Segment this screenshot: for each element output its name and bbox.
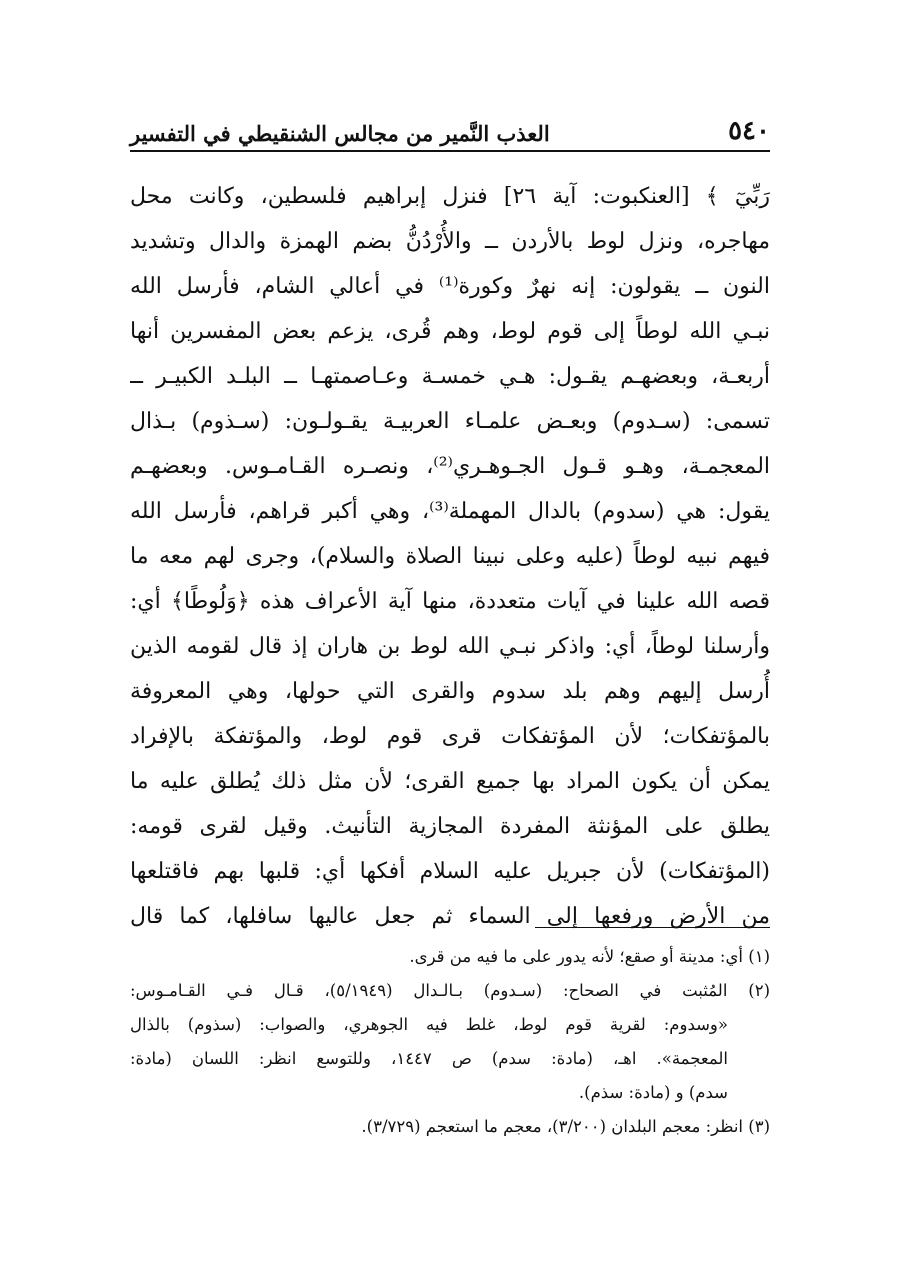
page-number: ٥٤٠	[728, 116, 770, 146]
running-title: العذب النَّمير من مجالس الشنقيطي في التفسير	[130, 121, 550, 146]
footnote-2-continuation: المعجمة». اهـ، (مادة: سدم) ص ١٤٤٧، وللتوسع انظر: اللسان (مادة:	[130, 1049, 728, 1068]
page-header	[130, 112, 770, 146]
text-line: بالمؤتفكات؛ لأن المؤتفكات قرى قوم لوط، والمؤتفكة بالإفراد	[130, 724, 770, 749]
footnote-2-continuation: «وسدوم: لقرية قوم لوط، غلط فيه الجوهري، والصواب: (سذوم) بالذال	[130, 1015, 728, 1034]
footnote-2: (٢) المُثبت في الصحاح: (سـدوم) بـالـدال (٥/١٩٤٩)، قـال فـي القـامـوس:	[130, 981, 770, 1000]
text-line: المعجمـة، وهـو قـول الجـوهـري⁽²⁾، ونصـره القـامـوس. وبعضهـم	[130, 454, 770, 479]
text-line: من الأرض ورفعها إلى السماء ثم جعل عاليها سافلها، كما قال	[130, 904, 770, 929]
header-divider	[130, 150, 770, 152]
text-line: (المؤتفكات) لأن جبريل عليه السلام أفكها أي: قلبها بهم فاقتلعها	[130, 859, 770, 884]
footnotes	[130, 940, 770, 1144]
text-line: مهاجره، ونزل لوط بالأردن ــ والأُرْدُنُّ بضم الهمزة والدال وتشديد	[130, 229, 770, 254]
text-line: رَبِّيٓ ﴾ [العنكبوت: آية ٢٦] فنزل إبراهيم فلسطين، وكانت محل	[130, 184, 770, 209]
text-line: يمكن أن يكون المراد بها جميع القرى؛ لأن مثل ذلك يُطلق عليه ما	[130, 769, 770, 794]
footnote-divider	[535, 927, 770, 928]
main-text	[130, 174, 770, 939]
text-line: أربعـة، وبعضهـم يقـول: هـي خمسـة وعـاصمتهـا ــ البلـد الكبيـر ــ	[130, 364, 770, 389]
text-line: يقول: هي (سدوم) بالدال المهملة⁽³⁾، وهي أكبر قراهم، فأرسل الله	[130, 499, 770, 524]
text-line: أُرسل إليهم وهم بلد سدوم والقرى التي حولها، وهي المعروفة	[130, 679, 770, 704]
text-line: نبـي الله لوطاً إلى قوم لوط، وهم قُرى، يزعم بعض المفسرين أنها	[130, 319, 770, 344]
footnote-3: (٣) انظر: معجم البلدان (٣/٢٠٠)، معجم ما استعجم (٣/٧٢٩).	[361, 1117, 770, 1136]
text-line: تسمى: (سـدوم) وبعـض علمـاء العربيـة يقـولـون: (سـذوم) بـذال	[130, 409, 770, 434]
footnote-1: (١) أي: مدينة أو صقع؛ لأنه يدور على ما فيه من قرى.	[409, 947, 770, 966]
text-line: قصه الله علينا في آيات متعددة، منها آية الأعراف هذه ﴿وَلُوطًا﴾ أي:	[130, 589, 770, 614]
footnote-2-continuation: سدم) و (مادة: سذم).	[578, 1083, 728, 1102]
text-line: فيهم نبيه لوطاً (عليه وعلى نبينا الصلاة والسلام)، وجرى لهم معه ما	[130, 544, 770, 569]
text-line: وأرسلنا لوطاً، أي: واذكر نبـي الله لوط بن هاران إذ قال لقومه الذين	[130, 634, 770, 659]
text-line: النون ــ يقولون: إنه نهرٌ وكورة⁽¹⁾ في أعالي الشام، فأرسل الله	[130, 274, 770, 299]
text-line: يطلق على المؤنثة المفردة المجازية التأنيث. وقيل لقرى قومه:	[130, 814, 770, 839]
